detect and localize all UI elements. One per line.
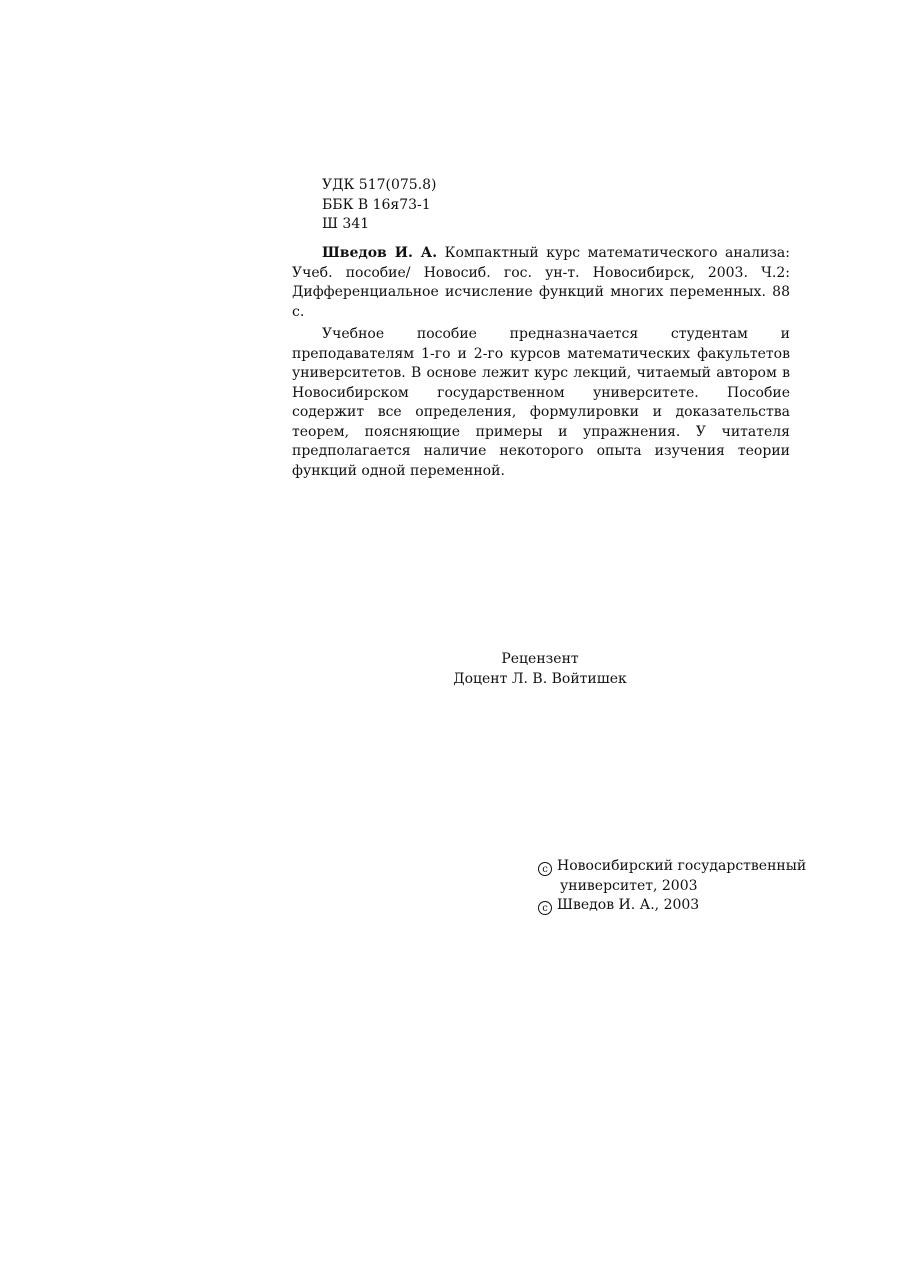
copyright-icon: c bbox=[538, 901, 552, 915]
copyright-holder-university: Новосибирский государственный bbox=[557, 858, 807, 874]
abstract-paragraph: Учебное пособие предназначается студентам и преподавателям 1-го и 2-го курсов математических факультетов университетов. В основе лежит курс лекций, читаемый автором в Новосибирском государственном университете. Пособие содержит все определения, формулировки и доказательства теорем, поясняющие примеры и упражнения. У читателя предполагается наличие некоторого опыта изучения теории функций одной переменной. bbox=[292, 326, 790, 479]
author-mark: Ш 341 bbox=[322, 216, 370, 232]
reviewer-name: Доцент Л. В. Войтишек bbox=[453, 670, 627, 687]
udk-code: УДК 517(075.8) bbox=[322, 177, 437, 193]
copyright-block bbox=[538, 857, 807, 916]
reviewer-label: Рецензент bbox=[501, 651, 579, 667]
copyright-icon: c bbox=[538, 862, 552, 876]
reviewer-block bbox=[440, 650, 640, 689]
bbk-code: ББК В 16я73-1 bbox=[322, 196, 431, 213]
copyright-holder-author: Шведов И. А., 2003 bbox=[557, 897, 700, 913]
bibliographic-citation bbox=[292, 244, 790, 322]
citation-text: Компактный курс математического анализа: Учеб. пособие/ Новосиб. гос. ун-т. Новосибирск, 2003. Ч.2: Дифференциальное исчисление функций многих переменных. 88 с. bbox=[292, 245, 790, 320]
copyright-line-university-cont: университет, 2003 bbox=[560, 877, 698, 894]
citation-author: Шведов И. А. bbox=[322, 245, 438, 261]
copyright-line-author bbox=[538, 896, 798, 916]
classification-codes bbox=[322, 176, 437, 235]
copyright-line-university bbox=[538, 857, 807, 877]
